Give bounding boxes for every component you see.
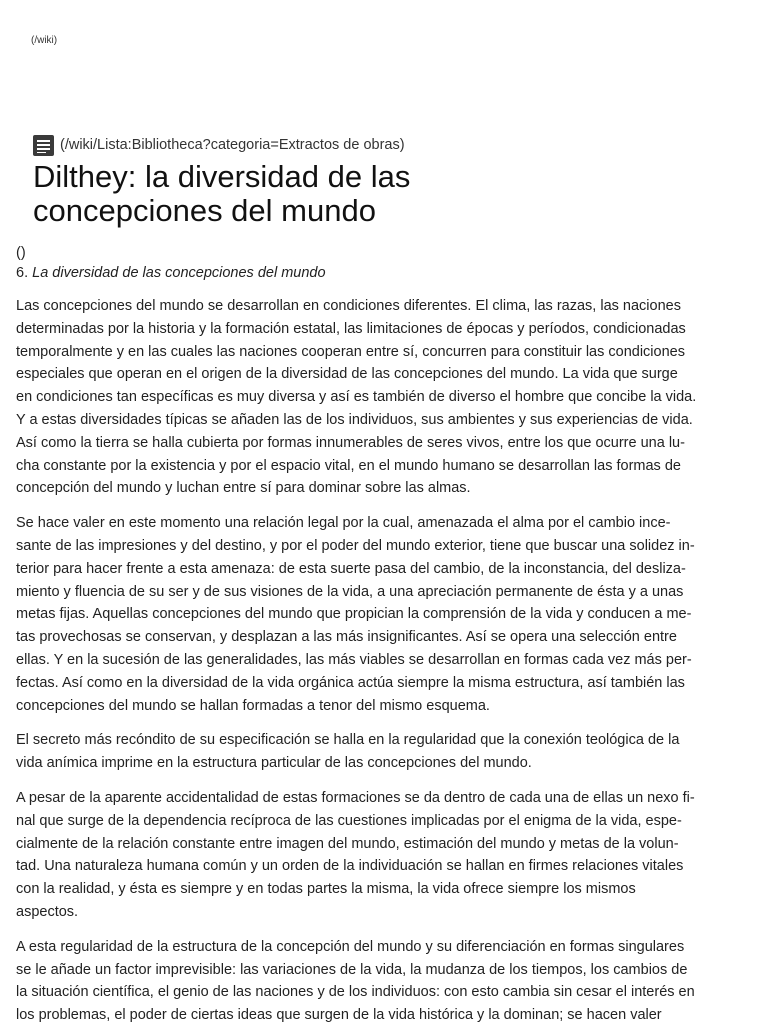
paragraph <box>16 729 760 775</box>
home-link[interactable]: (/wiki) <box>31 35 58 46</box>
paragraph-line: miento y fluencia de su ser y de sus visiones de la vida, a una apreciación permanente de ésta y a unas <box>16 583 684 600</box>
section-heading <box>16 263 760 283</box>
paragraph-line: vida anímica imprime en la estructura particular de las concepciones del mundo. <box>16 755 532 772</box>
author-link[interactable]: () <box>16 245 26 261</box>
page-title <box>33 160 473 228</box>
article-body <box>16 295 760 1027</box>
paragraph <box>16 295 760 500</box>
paragraph-line: ellas. Y en la sucesión de las generalidades, las más viables se desarrollan en formas cada vez más per- <box>16 651 692 668</box>
paragraph-line: A esta regularidad de la estructura de la concepción del mundo y su diferenciación en formas singulares <box>16 938 685 955</box>
paragraph-line: tad. Una naturaleza humana común y un orden de la individuación se hallan en firmes relaciones vitales <box>16 858 684 875</box>
page-title-line-2: concepciones del mundo <box>33 193 376 228</box>
paragraph-line: los problemas, el poder de ciertas ideas que surgen de la vida histórica y la dominan; se hacen valer <box>16 1007 662 1024</box>
paragraph-line: cialmente de la relación constante entre imagen del mundo, estimación del mundo y metas de la volun- <box>16 835 679 852</box>
document-list-icon[interactable] <box>33 135 54 156</box>
paragraph-line: sante de las impresiones y del destino, y por el poder del mundo exterior, tiene que buscar una solidez in- <box>16 537 695 554</box>
paragraph-line: en condiciones tan específicas es muy diversa y así es también de diverso el hombre que concibe la vida. <box>16 389 697 406</box>
paragraph <box>16 787 760 924</box>
paragraph-line: metas fijas. Aquellas concepciones del mundo que propician la comprensión de la vida y conducen a me- <box>16 606 692 623</box>
paragraph-line: cha constante por la existencia y por el espacio vital, en el mundo humano se desarrollan las formas de <box>16 457 681 474</box>
paragraph-line: Las concepciones del mundo se desarrollan en condiciones diferentes. El clima, las razas, las naciones <box>16 298 681 314</box>
article <box>16 133 760 1027</box>
section-title: La diversidad de las concepciones del mundo <box>32 265 326 281</box>
paragraph-line: A pesar de la aparente accidentalidad de estas formaciones se da dentro de cada una de ellas un nexo fi- <box>16 789 695 806</box>
page-title-line-1: Dilthey: la diversidad de las <box>33 159 411 194</box>
paragraph-line: Y a estas diversidades típicas se añaden las de los individuos, sus ambientes y sus experiencias de vida. <box>16 411 693 428</box>
paragraph-line: fectas. Así como en la diversidad de la vida orgánica actúa siempre la misma estructura, así también las <box>16 674 685 691</box>
paragraph-line: nal que surge de la dependencia recíproca de las cuestiones implicadas por el enigma de la vida, espe- <box>16 812 682 829</box>
paragraph-line: especiales que operan en el origen de la diversidad de las concepciones del mundo. La vida que surge <box>16 366 678 383</box>
paragraph-line: concepciones del mundo se hallan formadas a tenor del mismo esquema. <box>16 697 490 714</box>
category-link[interactable]: (/wiki/Lista:Bibliotheca?categoria=Extractos de obras) <box>60 137 405 153</box>
paragraph-line: se le añade un factor imprevisible: las variaciones de la vida, la mudanza de los tiempos, los cambios de <box>16 961 688 978</box>
paragraph-line: Se hace valer en este momento una relación legal por la cual, amenazada el alma por el cambio ince- <box>16 515 671 532</box>
paragraph-line: terior para hacer frente a esta amenaza: de esta suerte pasa del cambio, de la inconstancia, del desliza- <box>16 560 686 577</box>
paragraph-line: Así como la tierra se halla cubierta por formas innumerables de seres vivos, entre los que ocurre una lu- <box>16 434 685 451</box>
section-number: 6. <box>16 265 29 281</box>
paragraph-line: determinadas por la historia y la formación estatal, las limitaciones de épocas y períodos, condicionadas <box>16 320 686 337</box>
paragraph-line: con la realidad, y ésta es siempre y en todas partes la misma, la vida ofrece siempre los mismos <box>16 881 636 898</box>
paragraph <box>16 936 760 1027</box>
paragraph-line: temporalmente y en las cuales las naciones cooperan entre sí, concurren para constituir las condiciones <box>16 343 685 360</box>
paragraph-line: la situación científica, el genio de las naciones y de los individuos: con esto cambia sin cesar el interés en <box>16 984 695 1001</box>
paragraph-line: concepción del mundo y luchan entre sí para dominar sobre las almas. <box>16 480 471 497</box>
paragraph-line: El secreto más recóndito de su especificación se halla en la regularidad que la conexión teológica de la <box>16 732 680 749</box>
paragraph-line: tas provechosas se conservan, y desplazan a las más insignificantes. Así se opera una selección entre <box>16 629 677 646</box>
paragraph-line: aspectos. <box>16 903 79 920</box>
paragraph <box>16 512 760 717</box>
category-row <box>33 133 760 157</box>
